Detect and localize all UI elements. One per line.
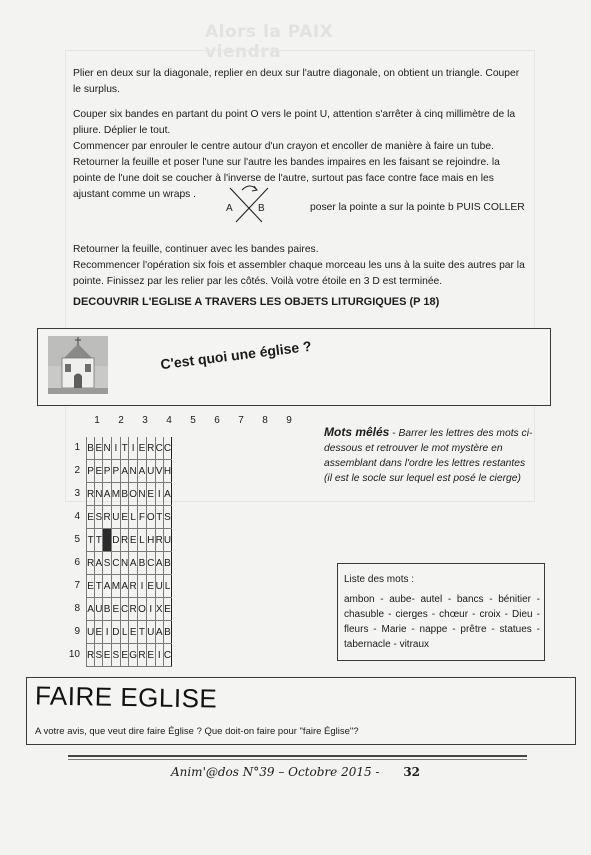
row-number: 1 — [74, 442, 80, 453]
grid-cell: L — [163, 575, 171, 598]
grid-cell: I — [111, 437, 120, 460]
grid-cell: B — [121, 483, 129, 506]
grid-cell: N — [95, 483, 103, 506]
grid-cell: B — [87, 437, 95, 460]
grid-cell: H — [146, 529, 155, 552]
row-number: 4 — [74, 511, 80, 522]
grid-row — [87, 529, 172, 552]
grid-cell: I — [103, 621, 111, 644]
row-number: 2 — [74, 465, 80, 476]
grid-cell: N — [121, 552, 129, 575]
grid-cell: L — [138, 529, 147, 552]
grid-cell: C — [111, 552, 120, 575]
grid-cell: N — [103, 437, 111, 460]
footer-text: Anim'@dos N°39 – Octobre 2015 - — [170, 765, 380, 779]
grid-cell — [103, 529, 111, 552]
church-icon — [48, 336, 108, 394]
grid-cell: A — [103, 483, 111, 506]
grid-cell: R — [129, 575, 138, 598]
word-search-hint: (il est le socle sur lequel est posé le cierge) — [324, 473, 521, 484]
grid-cell: D — [111, 621, 120, 644]
grid-cell: I — [155, 644, 163, 667]
grid-cell: E — [138, 437, 147, 460]
column-number: 4 — [166, 415, 172, 426]
grid-cell: E — [95, 460, 103, 483]
grid-cell: E — [129, 621, 138, 644]
grid-cell: A — [95, 552, 103, 575]
grid-cell: F — [138, 506, 147, 529]
grid-cell: E — [95, 437, 103, 460]
grid-cell: A — [138, 460, 147, 483]
grid-cell: E — [87, 575, 95, 598]
page-number: 32 — [403, 765, 421, 779]
grid-cell: A — [163, 483, 171, 506]
diagram-caption: poser la pointe a sur la pointe b PUIS COLLER — [310, 202, 525, 213]
grid-cell: E — [103, 644, 111, 667]
grid-cell: A — [155, 621, 163, 644]
word-search-title: Mots mêlés — [324, 425, 390, 439]
grid-cell: E — [146, 575, 155, 598]
grid-row — [87, 621, 172, 644]
grid-cell: T — [87, 529, 95, 552]
grid-cell: E — [87, 506, 95, 529]
letter-grid — [86, 437, 172, 667]
grid-cell: U — [146, 460, 155, 483]
faire-eglise-title: FAIRE EGLISE — [34, 680, 218, 714]
column-number: 9 — [286, 415, 292, 426]
fold-diagram — [222, 182, 282, 226]
folding-instructions-continued — [73, 242, 529, 290]
grid-cell: R — [87, 552, 95, 575]
word-search-instructions: Mots mêlés - Barrer les lettres des mots ci-dessous et retrouver le mot mystère en assemblant dans l'ordre les lettres restantes (il est le socle sur lequel est posé le cierge) — [324, 425, 533, 484]
faire-eglise-box — [26, 677, 576, 745]
grid-cell: N — [129, 460, 138, 483]
grid-cell: E — [163, 598, 171, 621]
grid-cell: N — [138, 483, 147, 506]
row-number: 9 — [74, 626, 80, 637]
grid-cell: T — [155, 506, 163, 529]
grid-cell: R — [87, 644, 95, 667]
grid-cell: C — [146, 552, 155, 575]
grid-row — [87, 644, 172, 667]
grid-cell: A — [121, 460, 129, 483]
footer-rule — [68, 755, 527, 757]
grid-cell: A — [121, 575, 129, 598]
grid-cell: M — [111, 575, 120, 598]
grid-cell: U — [87, 621, 95, 644]
grid-cell: G — [129, 644, 138, 667]
grid-cell: P — [87, 460, 95, 483]
row-number: 5 — [74, 534, 80, 545]
footer-rule-thin — [68, 759, 527, 760]
grid-cell: A — [87, 598, 95, 621]
grid-cell: C — [121, 598, 129, 621]
bleed-through-heading: Alors la PAIX viendra — [205, 22, 334, 62]
word-list-label: Liste des mots : — [344, 574, 415, 585]
grid-row — [87, 483, 172, 506]
row-number: 6 — [74, 557, 80, 568]
column-number: 2 — [118, 415, 124, 426]
grid-row — [87, 575, 172, 598]
grid-cell: O — [146, 506, 155, 529]
grid-cell: B — [163, 552, 171, 575]
instruction-step: Couper six bandes en partant du point O vers le point U, attention s'arrêter à cinq millimètre de la pliure. Déplier le tout. — [73, 109, 516, 136]
grid-cell: M — [111, 483, 120, 506]
grid-cell: E — [146, 644, 155, 667]
grid-cell: D — [111, 529, 120, 552]
grid-cell: A — [103, 575, 111, 598]
church-banner — [37, 328, 551, 406]
grid-cell: I — [146, 598, 155, 621]
folding-instructions — [73, 66, 529, 203]
grid-cell: U — [155, 575, 163, 598]
row-number: 10 — [68, 649, 80, 660]
grid-cell: T — [121, 437, 129, 460]
instruction-step: Plier en deux sur la diagonale, replier en deux sur l'autre diagonale, on obtient un triangle. Couper le surplus. — [73, 68, 520, 95]
column-number: 5 — [190, 415, 196, 426]
grid-cell: E — [129, 529, 138, 552]
instruction-step: Recommencer l'opération six fois et assembler chaque morceau les uns à la suite des autres par la pointe. Finissez par les relier par les côtés. Voilà votre étoile en 3 D est terminée. — [73, 260, 525, 287]
grid-cell: E — [146, 483, 155, 506]
grid-cell: T — [95, 529, 103, 552]
row-number: 3 — [74, 488, 80, 499]
instruction-step: Retourner la feuille, continuer avec les bandes paires. — [73, 244, 319, 255]
grid-cell: R — [103, 506, 111, 529]
grid-cell: S — [95, 644, 103, 667]
grid-cell: U — [163, 529, 171, 552]
grid-row — [87, 598, 172, 621]
grid-cell: E — [111, 598, 120, 621]
grid-cell: I — [155, 483, 163, 506]
column-number: 3 — [142, 415, 148, 426]
column-number: 1 — [94, 415, 100, 426]
grid-cell: U — [95, 598, 103, 621]
grid-row — [87, 552, 172, 575]
grid-cell: R — [138, 644, 147, 667]
instruction-step: Retourner la feuille et poser l'une sur l'autre les bandes impaires en les faisant se rejoindre. la pointe de l'une doit se coucher à l'inverse de l'autre, surtout pas face contre face mais en les ajustant comme un wraps . — [73, 157, 500, 200]
column-number: 8 — [262, 415, 268, 426]
grid-cell: T — [95, 575, 103, 598]
grid-cell: R — [129, 598, 138, 621]
grid-cell: B — [138, 552, 147, 575]
word-search-text: Barrer les lettres des mots ci-dessous et retrouver le mot mystère en assemblant dans l'ordre les lettres restantes — [324, 428, 533, 469]
grid-cell: V — [155, 460, 163, 483]
church-banner-title: C'est quoi une église ? — [159, 337, 313, 373]
grid-cell: E — [121, 644, 129, 667]
grid-row — [87, 437, 172, 460]
grid-cell: I — [129, 437, 138, 460]
grid-cell: R — [87, 483, 95, 506]
grid-row — [87, 506, 172, 529]
row-number: 8 — [74, 603, 80, 614]
grid-cell: S — [163, 506, 171, 529]
grid-cell: R — [121, 529, 129, 552]
grid-cell: R — [155, 529, 163, 552]
grid-cell: X — [155, 598, 163, 621]
column-number: 7 — [238, 415, 244, 426]
point-b-label: B — [258, 203, 265, 214]
faire-eglise-question: A votre avis, que veut dire faire Église ? Que doit-on faire pour "faire Église"? — [35, 726, 359, 737]
page-footer — [0, 765, 591, 779]
grid-cell: T — [138, 621, 147, 644]
word-list: ambon - aube- autel - bancs - bénitier - chasuble - cierges - chœur - croix - Dieu - fleurs - Marie - nappe - prêtre - statues - tabernacle - vitraux — [344, 594, 540, 650]
grid-cell: R — [146, 437, 155, 460]
instruction-step: Commencer par enrouler le centre autour d'un crayon et encoller de manière à faire un tube. — [73, 141, 494, 152]
grid-cell: S — [95, 506, 103, 529]
grid-cell: P — [111, 460, 120, 483]
grid-cell: E — [121, 506, 129, 529]
grid-cell: A — [129, 552, 138, 575]
grid-cell: H — [163, 460, 171, 483]
grid-cell: E — [95, 621, 103, 644]
point-a-label: A — [226, 203, 233, 214]
grid-cell: S — [111, 644, 120, 667]
grid-cell: L — [121, 621, 129, 644]
grid-cell: I — [138, 575, 147, 598]
grid-cell: P — [103, 460, 111, 483]
word-list-box — [337, 563, 545, 661]
section-heading: DECOUVRIR L'EGLISE A TRAVERS LES OBJETS LITURGIQUES (P 18) — [73, 296, 440, 308]
grid-cell: U — [111, 506, 120, 529]
column-number: 6 — [214, 415, 220, 426]
grid-cell: L — [129, 506, 138, 529]
grid-row — [87, 460, 172, 483]
grid-cell: S — [103, 552, 111, 575]
row-number: 7 — [74, 580, 80, 591]
grid-cell: O — [129, 483, 138, 506]
grid-cell: C — [163, 437, 171, 460]
grid-cell: U — [146, 621, 155, 644]
grid-cell: B — [163, 621, 171, 644]
grid-cell: B — [103, 598, 111, 621]
grid-cell: C — [155, 437, 163, 460]
grid-cell: O — [138, 598, 147, 621]
grid-cell: C — [163, 644, 171, 667]
grid-cell: A — [155, 552, 163, 575]
